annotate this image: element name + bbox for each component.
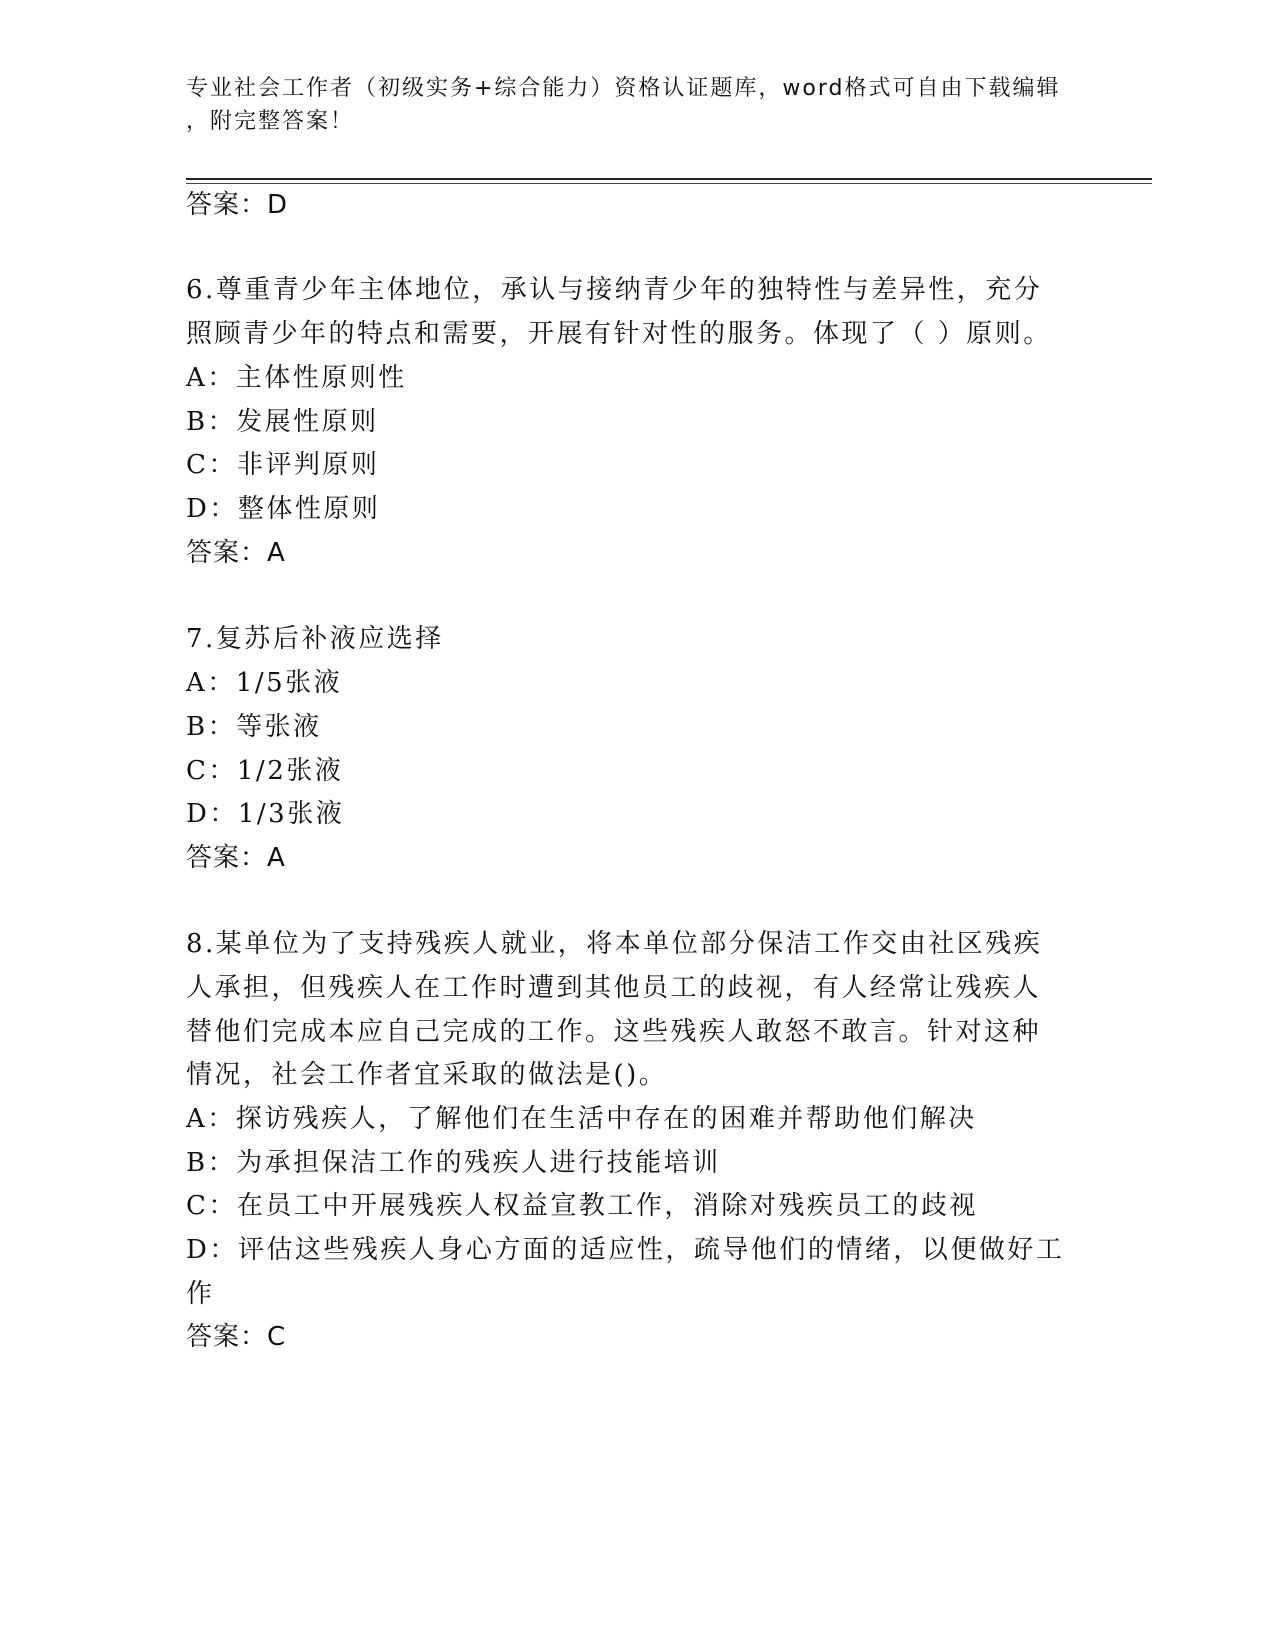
option-b: B：等张液 <box>186 712 322 742</box>
answer: 答案：A <box>186 843 286 873</box>
question-stem: 照顾青少年的特点和需要，开展有针对性的服务。体现了（ ）原则。 <box>186 319 1052 349</box>
option-b: B：为承担保洁工作的残疾人进行技能培训 <box>186 1148 721 1178</box>
option-d: D：1/3张液 <box>186 799 345 829</box>
document-header <box>186 72 1086 138</box>
header-divider <box>186 178 1152 180</box>
option-d: D：评估这些残疾人身心方面的适应性，疏导他们的情绪，以便做好工 <box>186 1235 1065 1265</box>
option-a: A：1/5张液 <box>186 668 343 698</box>
header-divider-thin <box>186 183 1152 184</box>
header-line-2: ，附完整答案！ <box>186 109 355 134</box>
option-c: C：在员工中开展残疾人权益宣教工作，消除对残疾员工的歧视 <box>186 1191 978 1221</box>
header-line-1: 专业社会工作者（初级实务+综合能力）资格认证题库，word格式可自由下载编辑 <box>186 76 1061 101</box>
option-a: A：主体性原则性 <box>186 363 407 393</box>
option-b: B：发展性原则 <box>186 407 379 437</box>
question-stem: 8.某单位为了支持残疾人就业，将本单位部分保洁工作交由社区残疾 <box>186 929 1043 959</box>
option-c: C：1/2张液 <box>186 756 344 786</box>
previous-answer: 答案：D <box>186 190 289 220</box>
option-d-continued: 作 <box>186 1279 215 1309</box>
answer: 答案：C <box>186 1322 287 1352</box>
option-c: C：非评判原则 <box>186 450 380 480</box>
answer: 答案：A <box>186 538 286 568</box>
question-stem: 情况，社会工作者宜采取的做法是()。 <box>186 1060 668 1090</box>
question-stem: 6.尊重青少年主体地位，承认与接纳青少年的独特性与差异性，充分 <box>186 275 1043 305</box>
question-stem: 人承担，但残疾人在工作时遭到其他员工的歧视，有人经常让残疾人 <box>186 973 1042 1003</box>
question-stem: 替他们完成本应自己完成的工作。这些残疾人敢怒不敢言。针对这种 <box>186 1017 1042 1047</box>
option-d: D：整体性原则 <box>186 494 381 524</box>
question-stem: 7.复苏后补液应选择 <box>186 624 444 654</box>
option-a: A：探访残疾人，了解他们在生活中存在的困难并帮助他们解决 <box>186 1104 977 1134</box>
